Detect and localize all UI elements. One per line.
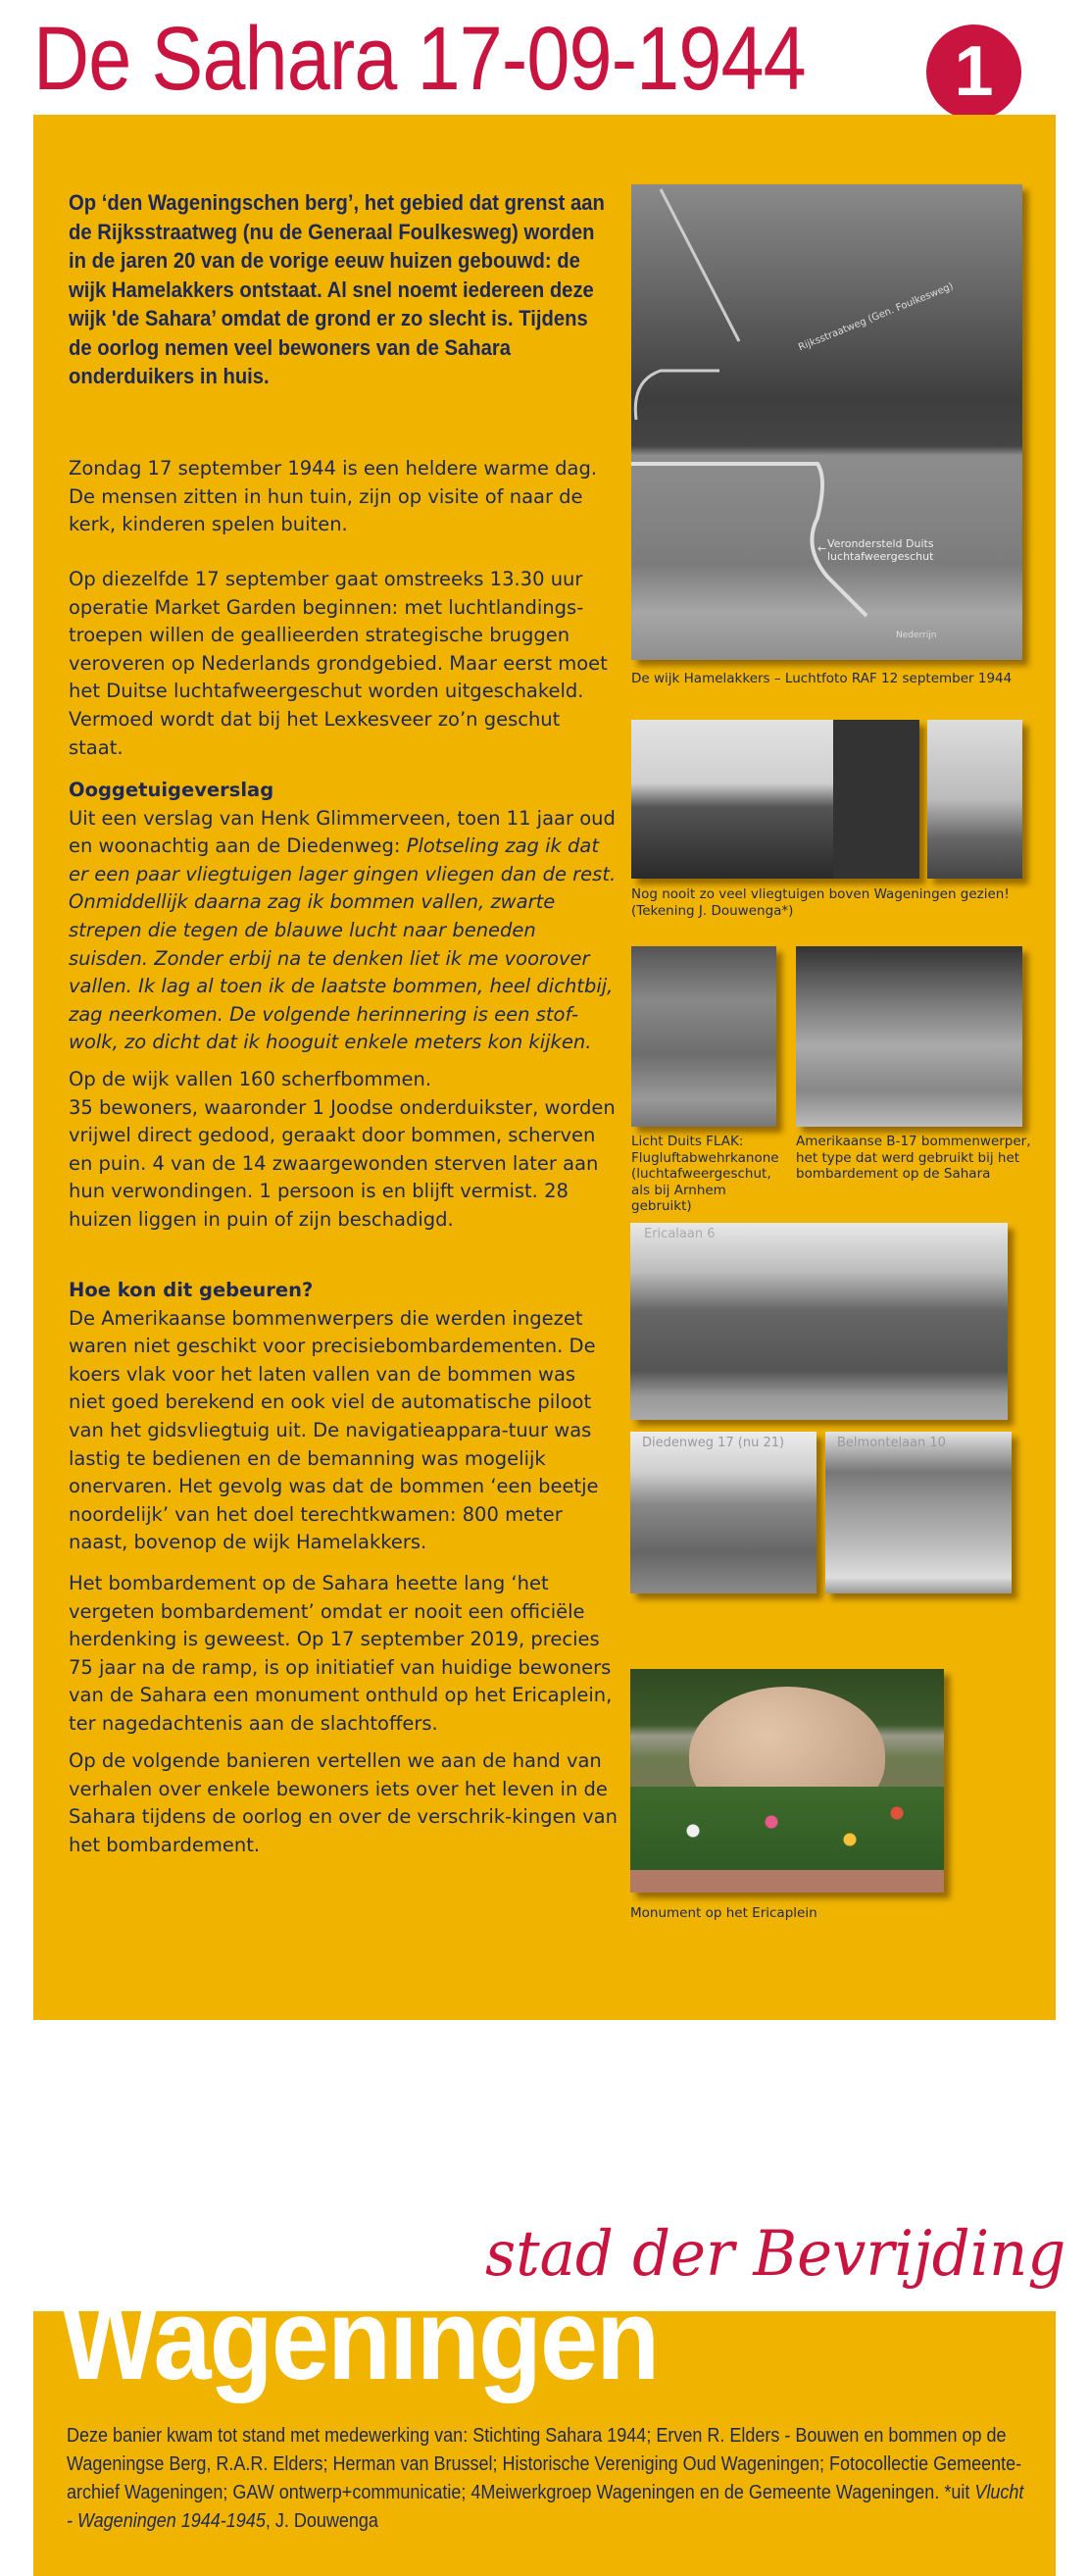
diedenweg-label: Diedenweg 17 (nu 21) bbox=[642, 1436, 785, 1450]
paragraph-sunday: Zondag 17 september 1944 is een heldere warme dag. De mensen zitten in hun tuin, zijn op visite of naar de kerk, kinderen spelen buiten. bbox=[69, 457, 598, 536]
aerial-caption: De wijk Hamelakkers – Luchtfoto RAF 12 september 1944 bbox=[631, 671, 1013, 686]
ericalaan-photo bbox=[630, 1223, 1008, 1420]
eyewitness-heading: Ooggetuigeverslag bbox=[69, 779, 274, 801]
flak-photo bbox=[631, 946, 776, 1127]
b17-photo bbox=[796, 946, 1022, 1127]
how-heading: Hoe kon dit gebeuren? bbox=[69, 1279, 314, 1301]
flowers bbox=[630, 1787, 944, 1875]
eyewitness-quote: Plotseling zag ik dat er een paar vliegtuigen lager gingen vliegen dan de rest. Onmiddellijk daarna zag ik bommen vallen, zwarte strepen die tegen de blauwe lucht naar beneden suisden. Zonder erbij na te denken liet ik me voorover vallen. Ik lag al toen ik de laatste bommen, heel dichtbij, zag neerkomen. De volgende herinnering is een stof-wolk, zo dicht dat ik hooguit enkele meters kon kijken. bbox=[69, 834, 617, 1054]
aerial-flak-label: Verondersteld Duits luchtafweergeschut bbox=[827, 537, 934, 563]
page-title: De Sahara 17-09-1944 bbox=[33, 9, 806, 109]
b17-caption: Amerikaanse B-17 bommenwerper, het type dat werd gebruikt bij het bombardement op de Sahara bbox=[796, 1134, 1031, 1182]
monument-photo bbox=[630, 1669, 944, 1893]
aerial-roads bbox=[631, 184, 1022, 660]
paragraph-monument: Het bombardement op de Sahara heette lang ‘het vergeten bombardement’ omdat er nooit een officiële herdenking is geweest. Op 17 september 2019, precies 75 jaar na de ramp, is op initiatief van huidige bewoners van de Sahara een monument onthuld op het Ericaplein, ter nagedachtenis aan de slachtoffers. bbox=[69, 1572, 613, 1735]
belmontelaan-photo bbox=[825, 1432, 1012, 1593]
tagline: stad der Bevrijding bbox=[485, 2218, 1066, 2291]
casualties-text: 35 bewoners, waaronder 1 Joodse onderduikster, worden vrijwel direct gedood, geraakt door bommen, scherven en puin. 4 van de 14 zwaargewonden sterven later aan hun verwondingen. 1 persoon is en blijft vermist. 28 huizen liggen in puin of zijn beschadigd. bbox=[69, 1095, 616, 1231]
credits-author: , J. Douwenga bbox=[265, 2510, 378, 2532]
planes-over-wageningen-photo bbox=[631, 720, 919, 879]
planes-drawing bbox=[927, 720, 1022, 879]
planes-caption: Nog nooit zo veel vliegtuigen boven Wageningen gezien! (Tekening J. Douwenga*) bbox=[631, 886, 1010, 919]
arrow-left-icon: ← bbox=[817, 542, 827, 555]
intro-text: Op ‘den Wageningschen berg’, het gebied dat grenst aan de Rijksstraatweg (nu de Generaal Foulkesweg) worden in de jaren 20 van de vorige eeuw huizen gebouwd: de wijk Hamelakkers ontstaat. Al snel noemt iedereen deze wijk 'de Sahara’ omdat de grond er zo slecht is. Tijdens de oorlog nemen veel bewoners van de Sahara onderduikers in huis. bbox=[69, 190, 605, 388]
how-text: De Amerikaanse bommenwerpers die werden ingezet waren niet geschikt voor precisiebombardementen. De koers vlak voor het laten vallen van de bommen was niet goed berekend en ook viel de automatische piloot van het gidsvliegtuig uit. De navigatieappara-tuur was lastig te bedienen en de bemanning was mogelijk onervaren. Het gevolg was dat de bommen ‘een beetje noordelijk’ van het doel terechtkwamen: 800 meter naast, bovenop de wijk Hamelakkers. bbox=[69, 1306, 599, 1554]
banner-number-badge: 1 bbox=[926, 25, 1021, 120]
aerial-photo bbox=[631, 184, 1022, 660]
paragraph-market-garden: Op diezelfde 17 september gaat omstreeks 13.30 uur operatie Market Garden beginnen: met luchtlandings-troepen willen de geallieerden strategische bruggen veroveren op Nederlands grondgebied. Maar eerst moet het Duitse luchtafweergeschut worden uitgeschakeld. Vermoed wordt dat bij het Lexkesveer zo’n geschut staat. bbox=[69, 568, 608, 759]
paragraph-next-banners: Op de volgende banieren vertellen we aan de hand van verhalen over enkele bewoners iets over het leven in de Sahara tijdens de oorlog en over de verschrik-kingen van het bombardement. bbox=[69, 1749, 618, 1856]
ericalaan-label: Ericalaan 6 bbox=[644, 1227, 716, 1241]
how-section bbox=[69, 1277, 618, 1557]
casualties-section bbox=[69, 1066, 618, 1235]
monument-caption: Monument op het Ericaplein bbox=[630, 1905, 817, 1921]
eyewitness-section bbox=[69, 777, 618, 1057]
bombs-line: Op de wijk vallen 160 scherfbommen. bbox=[69, 1068, 432, 1090]
flak-caption: Licht Duits FLAK: Flugluftabwehrkanone (luchtafweergeschut, als bij Arnhem gebruikt) bbox=[631, 1134, 779, 1214]
eyewitness-intro: Uit een verslag van Henk Glimmerveen, toen 11 jaar oud en woonachtig aan de Diedenweg: bbox=[69, 806, 616, 858]
pavement bbox=[630, 1870, 944, 1893]
aerial-road-label: Rijksstraatweg (Gen. Foulkesweg) bbox=[797, 280, 956, 354]
aerial-river-label: Nederrijn bbox=[896, 631, 937, 640]
credits-main: Deze banier kwam tot stand met medewerking van: Stichting Sahara 1944; Erven R. Elders - Bouwen en bommen op de Wageningse Berg, R.A.R. Elders; Herman van Brussel; Historische Vereniging Oud Wageningen; Fotocollectie Gemeente-archief Wageningen; GAW ontwerp+communicatie; 4Meiwerkgroep Wageningen en de Gemeente Wageningen. *uit bbox=[67, 2425, 1022, 2503]
credits-text bbox=[67, 2422, 1028, 2536]
wageningen-logo: Wageningen bbox=[61, 2275, 659, 2404]
belmontelaan-label: Belmontelaan 10 bbox=[837, 1436, 946, 1450]
diedenweg-photo bbox=[630, 1432, 817, 1593]
credits-book-title: Vlucht - Wageningen 1944-1945 bbox=[67, 2482, 1024, 2532]
